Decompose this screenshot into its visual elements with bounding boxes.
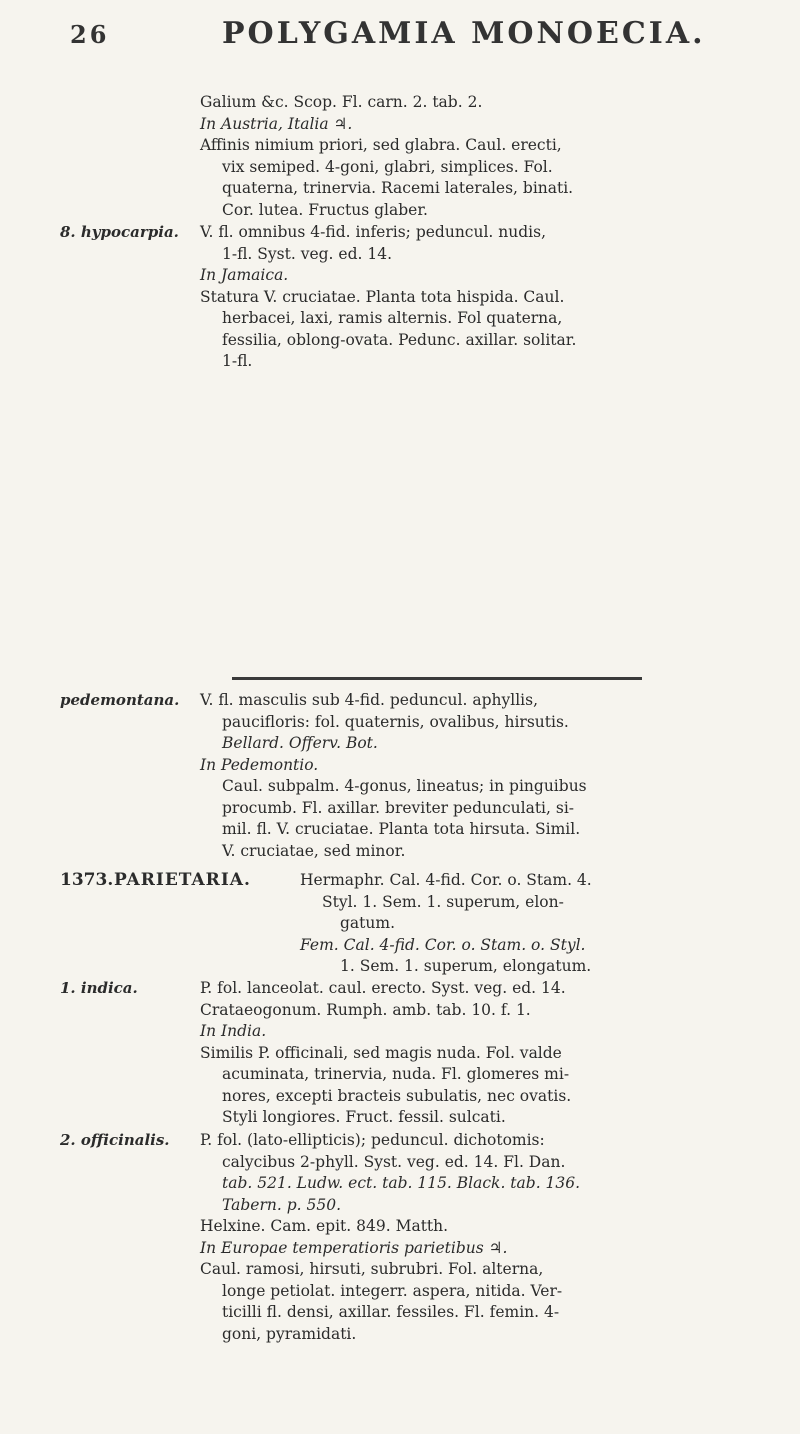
text-line: procumb. Fl. axillar. breviter pedunculati, si-: [222, 798, 575, 817]
text-line: 1. Sem. 1. superum, elongatum.: [340, 957, 592, 975]
text-line: 1-fl.: [222, 352, 253, 370]
text-line: In Jamaica.: [200, 266, 289, 284]
text-line: Cor. lutea. Fructus glaber.: [222, 200, 428, 219]
text-line: Caul. ramosi, hirsuti, subrubri. Fol. alterna,: [200, 1260, 544, 1278]
text-line: gatum.: [340, 914, 395, 932]
text-line: Helxine. Cam. epit. 849. Matth.: [200, 1217, 449, 1235]
species-label: 8. hypocarpia.: [60, 223, 179, 241]
text-line: Similis P. officinali, sed magis nuda. Fol. valde: [200, 1043, 562, 1062]
text-line: Styli longiores. Fruct. fessil. sulcati.: [222, 1108, 506, 1126]
page-number: 26: [70, 20, 110, 49]
text-line: herbacei, laxi, ramis alternis. Fol quaterna,: [222, 309, 563, 327]
text-line: In India.: [200, 1022, 267, 1040]
text-line: goni, pyramidati.: [222, 1324, 357, 1343]
genus-name: PARIETARIA.: [114, 870, 251, 890]
text-line: vix semiped. 4-goni, glabri, simplices. Fol.: [222, 157, 553, 176]
text-line: mil. fl. V. cruciatae. Planta tota hirsuta. Simil.: [222, 820, 581, 838]
page-header: [70, 16, 750, 56]
text-line: fessilia, oblong-ovata. Pedunc. axillar. solitar.: [222, 330, 577, 349]
text-line: tab. 521. Ludw. ect. tab. 115. Black. tab. 136.: [222, 1174, 581, 1192]
text-line: Bellard. Offerv. Bot.: [222, 734, 378, 752]
text-line: 1-fl. Syst. veg. ed. 14.: [222, 244, 393, 263]
text-line: V. cruciatae, sed minor.: [222, 841, 406, 860]
text-line: Crataeogonum. Rumph. amb. tab. 10. f. 1.: [200, 1000, 531, 1019]
text-line: Fem. Cal. 4-fid. Cor. o. Stam. o. Styl.: [300, 935, 586, 954]
text-line: In Pedemontio.: [200, 755, 319, 774]
species-label: 2. officinalis.: [60, 1131, 170, 1149]
text-line: longe petiolat. integerr. aspera, nitida. Ver-: [222, 1281, 563, 1300]
text-line: Affinis nimium priori, sed glabra. Caul. erecti,: [200, 136, 562, 154]
text-line: V. fl. masculis sub 4-fid. peduncul. aphyllis,: [200, 691, 538, 709]
text-line: paucifloris: fol. quaternis, ovalibus, hirsutis.: [222, 712, 569, 731]
species-label: pedemontana.: [60, 691, 180, 709]
text-line: P. fol. (lato-ellipticis); peduncul. dichotomis:: [200, 1131, 545, 1149]
text-line: nores, excepti bracteis subulatis, nec ovatis.: [222, 1086, 572, 1105]
text-line: Caul. subpalm. 4-gonus, lineatus; in pinguibus: [222, 777, 587, 795]
section-divider: [232, 677, 642, 680]
text-line: V. fl. omnibus 4-fid. inferis; peduncul. nudis,: [200, 223, 547, 241]
text-line: In Europae temperatioris parietibus ♃.: [200, 1238, 508, 1257]
text-line: In Austria, Italia ♃.: [200, 114, 353, 133]
species-label: 1. indica.: [60, 979, 138, 997]
running-title: POLYGAMIA MONOECIA.: [222, 16, 706, 51]
text-line: Galium &c. Scop. Fl. carn. 2. tab. 2.: [200, 93, 483, 111]
text-line: Hermaphr. Cal. 4-fid. Cor. o. Stam. 4.: [300, 871, 592, 889]
text-line: quaterna, trinervia. Racemi laterales, binati.: [222, 179, 574, 197]
text-line: Statura V. cruciatae. Planta tota hispida. Caul.: [200, 287, 565, 306]
text-line: Tabern. p. 550.: [222, 1195, 342, 1214]
text-line: Styl. 1. Sem. 1. superum, elon-: [322, 892, 564, 911]
text-line: calycibus 2-phyll. Syst. veg. ed. 14. Fl. Dan.: [222, 1152, 566, 1171]
text-line: acuminata, trinervia, nuda. Fl. glomeres mi-: [222, 1065, 570, 1083]
genus-number: 1373.: [60, 870, 114, 890]
text-line: ticilli fl. densi, axillar. fessiles. Fl. femin. 4-: [222, 1303, 560, 1321]
text-line: P. fol. lanceolat. caul. erecto. Syst. veg. ed. 14.: [200, 979, 566, 997]
